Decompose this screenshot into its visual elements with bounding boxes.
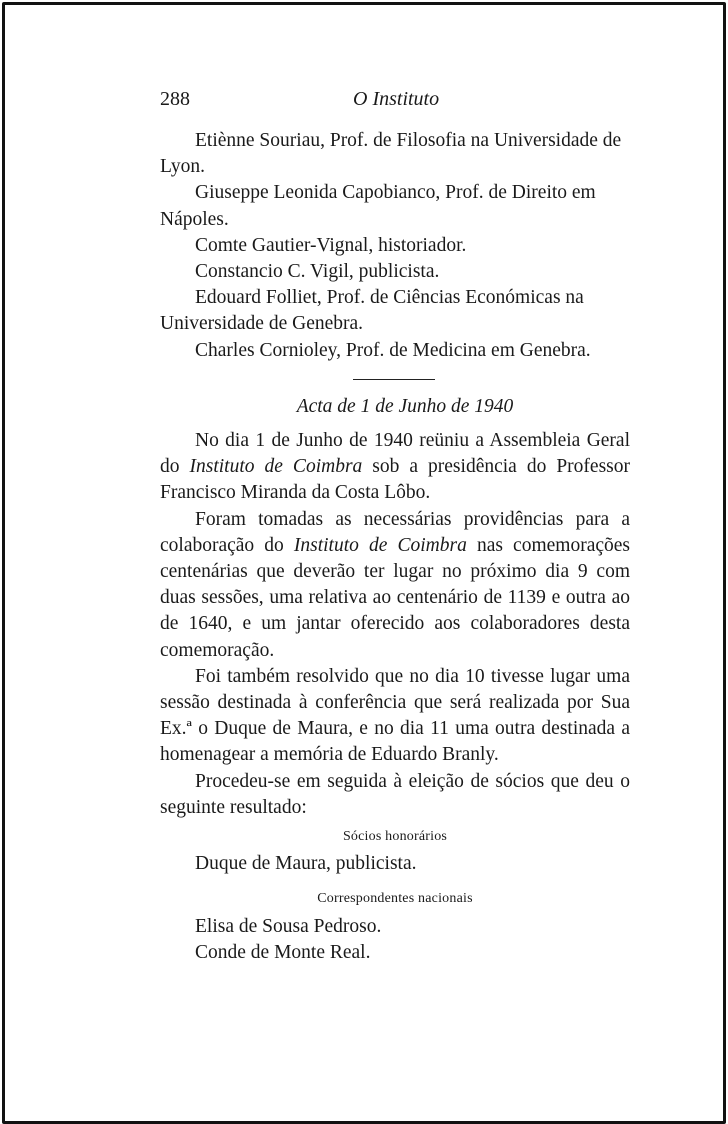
member-entry: Constancio C. Vigil, publicista.: [195, 261, 440, 283]
national-correspondent: Elisa de Sousa Pedroso.: [195, 916, 382, 938]
national-correspondent: Conde de Monte Real.: [195, 942, 371, 964]
member-entry: Edouard Folliet, Prof. de Ciências Económicas na Universidade de Genebra.: [160, 287, 584, 335]
text-run: Foram tomadas as necessárias providências para a colaboração do: [160, 508, 630, 556]
italic-institution-name: Instituto de Coimbra: [189, 456, 363, 478]
national-correspondents-heading: Correspondentes nacionais: [317, 891, 473, 907]
minutes-title: Acta de 1 de Junho de 1940: [296, 395, 514, 417]
text-run: No dia 1 de Junho de 1940 reüniu a Assembleia Geral do: [160, 430, 630, 478]
header-title: O Instituto: [353, 88, 440, 110]
member-entry: Charles Cornioley, Prof. de Medicina em Genebra.: [195, 339, 591, 361]
text-block: [160, 128, 630, 967]
member-entry: Etiènne Souriau, Prof. de Filosofia na Universidade de Lyon.: [160, 130, 622, 178]
member-entry: Comte Gautier-Vignal, historiador.: [195, 234, 467, 256]
running-head: [160, 88, 630, 114]
honorary-member: Duque de Maura, publicista.: [195, 853, 417, 875]
page-number: 288: [160, 88, 190, 110]
honorary-members-heading: Sócios honorários: [342, 829, 448, 845]
minutes-paragraph-1: [160, 428, 630, 507]
minutes-paragraph-2: [160, 507, 630, 664]
member-entry: Giuseppe Leonida Capobianco, Prof. de Direito em Nápoles.: [160, 182, 596, 230]
section-divider: [353, 379, 435, 380]
italic-institution-name: Instituto de Coimbra: [293, 534, 467, 556]
text-run: nas comemorações centenárias que deverão ter lugar no próximo dia 9 com duas sessões, uma relativa ao centenário de 1139 e outra ao de 1640, e um jantar oferecido aos colaboradores desta comemoração.: [160, 534, 630, 661]
minutes-paragraph-4: Procedeu-se em seguida à eleição de sócios que deu o seguinte resultado:: [160, 770, 630, 818]
text-run: sob a presidência do Professor Francisco Miranda da Costa Lôbo.: [160, 456, 630, 504]
minutes-paragraph-3: Foi também resolvido que no dia 10 tivesse lugar uma sessão destinada à conferência que será realizada por Sua Ex.ª o Duque de Maura, e no dia 11 uma outra destinada a homenagear a memória de Eduardo Branly.: [160, 665, 630, 766]
